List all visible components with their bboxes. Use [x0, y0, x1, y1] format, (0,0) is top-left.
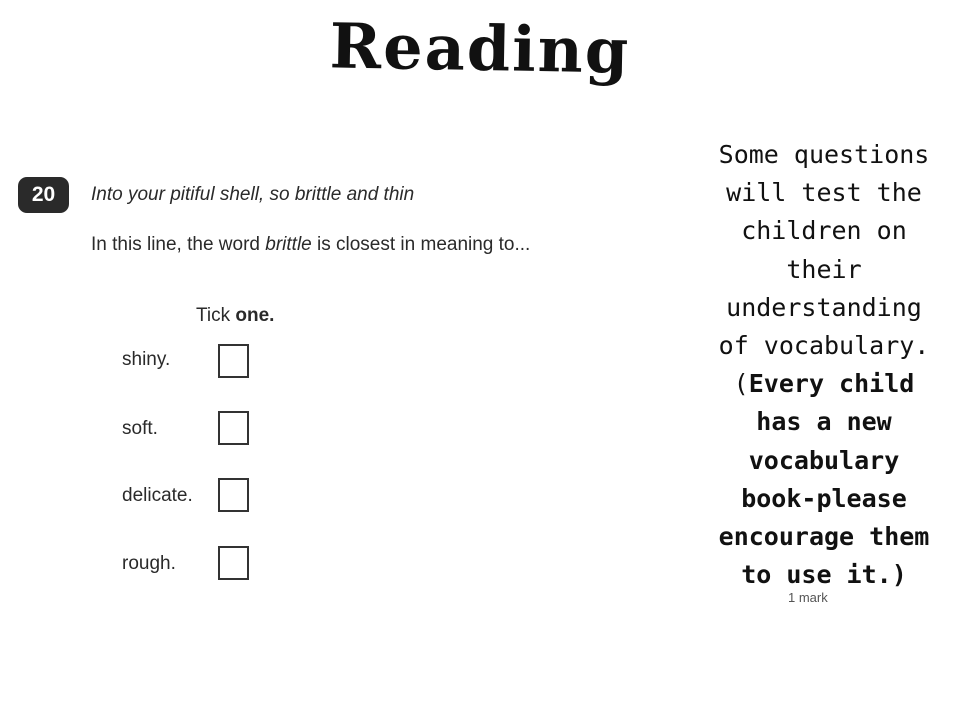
option-checkbox-delicate[interactable] — [218, 478, 249, 512]
tick-instruction — [196, 305, 274, 327]
note-paren: ( — [733, 369, 749, 399]
option-checkbox-shiny[interactable] — [218, 344, 249, 378]
question-number-badge: 20 — [18, 177, 69, 213]
mark-value: 1 mark — [788, 590, 828, 605]
note-bold: Every child has a new vocabulary book-please encourage them to use it.) — [718, 369, 930, 590]
tick-prefix: Tick — [196, 305, 236, 326]
option-label-rough: rough. — [122, 553, 176, 574]
teacher-note — [708, 136, 940, 594]
tick-bold: one. — [235, 305, 275, 326]
note-plain: Some questions will test the children on their understanding of vocabulary. — [718, 140, 930, 361]
option-label-soft: soft. — [122, 418, 158, 439]
option-label-shiny: shiny. — [122, 349, 171, 370]
option-label-delicate: delicate. — [122, 485, 193, 506]
question-quote: Into your pitiful shell, so brittle and thin — [91, 184, 415, 205]
page-title: Reading — [329, 9, 631, 88]
option-checkbox-rough[interactable] — [218, 546, 249, 580]
question-prompt — [91, 234, 530, 256]
option-checkbox-soft[interactable] — [218, 411, 249, 445]
prompt-text-before: In this line, the word — [91, 234, 266, 255]
prompt-word: brittle — [265, 234, 312, 255]
prompt-text-after: is closest in meaning to... — [311, 234, 531, 255]
